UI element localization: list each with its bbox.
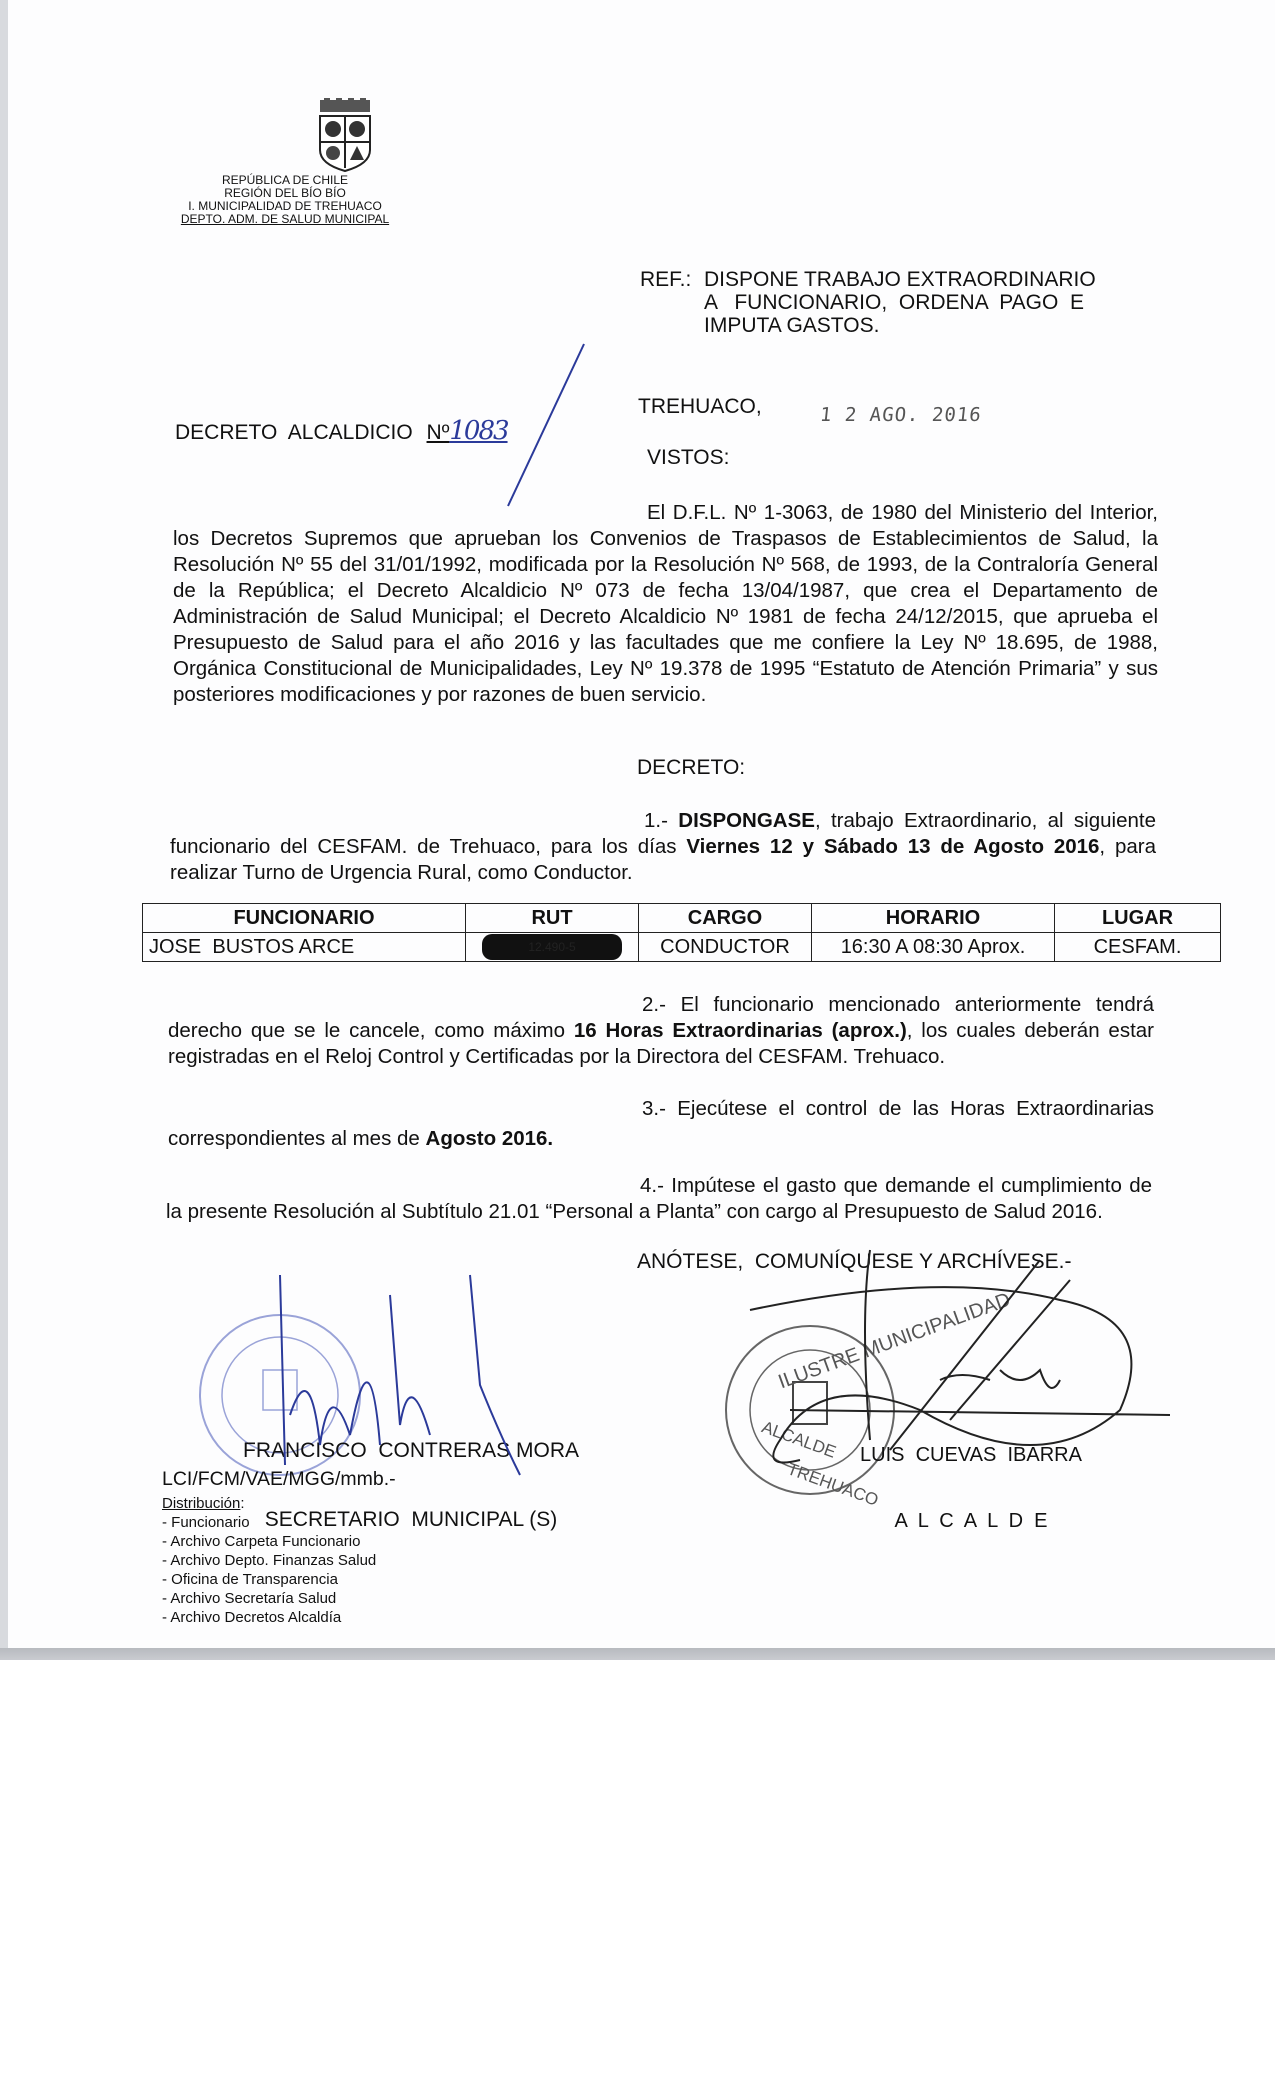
distribution-item: - Archivo Carpeta Funcionario [162, 1533, 361, 1550]
mayor-name: LUIS CUEVAS IBARRA [860, 1444, 1082, 1466]
distribution-item: - Archivo Secretaría Salud [162, 1590, 337, 1607]
cell-lugar: CESFAM. [1055, 933, 1221, 962]
letterhead [170, 174, 400, 226]
bold-text: Viernes 12 y Sábado 13 de Agosto 2016 [686, 835, 1100, 858]
bold-text: Agosto 2016. [425, 1127, 554, 1150]
cell-horario: 16:30 A 08:30 Aprox. [812, 933, 1055, 962]
item-number: 1.- [644, 809, 668, 832]
decree-title-text: DECRETO ALCALDICIO [175, 421, 413, 444]
date-stamp: 1 2 AGO. 2016 [818, 404, 983, 426]
cell-cargo: CONDUCTOR [639, 933, 812, 962]
ref-line: A FUNCIONARIO, ORDENA PAGO E [704, 291, 1085, 314]
cell-funcionario: JOSE BUSTOS ARCE [143, 933, 466, 962]
cell-rut [466, 933, 639, 962]
table-header-row [143, 904, 1221, 933]
item-text: , los cuales deberán estar registradas en el Reloj Control y Certificadas por la Directora del CESFAM. Trehuaco. [168, 1019, 1154, 1068]
mayor-signature-block [860, 1400, 1082, 1554]
seal-text-top: ILUSTRE MUNICIPALIDAD [775, 1288, 1014, 1394]
letterhead-line: DEPTO. ADM. DE SALUD MUNICIPAL [180, 212, 390, 226]
item-4 [166, 1173, 1152, 1225]
secretary-name: FRANCISCO CONTRERAS MORA [243, 1439, 580, 1462]
table-row [143, 933, 1221, 962]
closing-formula: ANÓTESE, COMUNÍQUESE Y ARCHÍVESE.- [637, 1250, 1072, 1273]
ref-line: IMPUTA GASTOS. [704, 314, 880, 337]
place: TREHUACO, [638, 395, 762, 418]
reference-block [640, 268, 1096, 337]
item-number: 3.- [642, 1097, 666, 1120]
ref-label: REF.: [640, 268, 692, 291]
item-text: El funcionario mencionado anteriormente tendrá derecho que se le cancele, como máximo [168, 993, 1154, 1042]
item-number: 2.- [642, 993, 666, 1016]
seal-text-middle: ALCALDE [759, 1417, 839, 1462]
ref-line: DISPONE TRABAJO EXTRAORDINARIO [704, 268, 1096, 291]
distribution-label: Distribución [162, 1495, 241, 1512]
letterhead-line: REGIÓN DEL BÍO BÍO [224, 186, 346, 200]
distribution-list: Distribución: - Funcionario - Archivo Carpeta Funcionario - Archivo Depto. Finanzas Salud - Oficina de Transparencia - Archivo Secretaría Salud - Archivo Decretos Alcaldía [162, 1495, 377, 1626]
decreto-label: DECRETO: [637, 756, 746, 779]
item-number: 4.- [640, 1174, 664, 1197]
seal-text-bottom: TREHUACO [784, 1459, 881, 1510]
letterhead-line: REPÚBLICA DE CHILE [221, 173, 349, 187]
staff-table [142, 903, 1221, 962]
item-text: Impútese el gasto que demande el cumplimiento de la presente Resolución al Subtítulo 21.01 “Personal a Planta” con cargo al Presupuesto de Salud 2016. [166, 1174, 1152, 1223]
item-3 [168, 1094, 1154, 1154]
item-text: , trabajo Extraordinario, al siguiente funcionario del CESFAM. de Trehuaco, para los días [170, 809, 1156, 858]
item-text: Ejecútese el control de las Horas Extraordinarias correspondientes al mes de [168, 1097, 1154, 1150]
column-header: RUT [466, 904, 639, 933]
redacted-rut: 12.490-5 [482, 934, 622, 960]
item-text: , para realizar Turno de Urgencia Rural, como Conductor. [170, 835, 1156, 884]
column-header: HORARIO [812, 904, 1055, 933]
decree-title [175, 416, 519, 446]
decree-number: 1083 [449, 416, 508, 446]
bold-text: DISPONGASE [678, 809, 815, 832]
decree-number-label: Nº [426, 421, 450, 444]
vistos-label: VISTOS: [647, 446, 730, 469]
column-header: CARGO [639, 904, 812, 933]
mayor-title: A L C A L D E [894, 1510, 1048, 1532]
item-1 [170, 808, 1156, 886]
vistos-paragraph [173, 500, 1158, 708]
column-header: LUGAR [1055, 904, 1221, 933]
item-2 [168, 992, 1154, 1070]
vistos-text: El D.F.L. Nº 1-3063, de 1980 del Ministerio del Interior, los Decretos Supremos que aprueban los Convenios de Traspasos de Establecimientos de Salud, la Resolución Nº 55 del 31/01/1992, modificada por la Resolución Nº 568, de 1993, de la Contraloría General de la República; el Decreto Alcaldicio Nº 073 de fecha 13/04/1987, que crea el Departamento de Administración de Salud Municipal; el Decreto Alcaldicio Nº 1981 de fecha 24/12/2015, que aprueba el Presupuesto de Salud para el año 2016 y las facultades que me confiere la Ley Nº 18.695, de 1988, Orgánica Constitucional de Municipalidades, Ley Nº 19.378 de 1995 “Estatuto de Atención Primaria” y sus posteriores modificaciones y por razones de buen servicio. [173, 501, 1158, 706]
initials: LCI/FCM/VAE/MGG/mmb.- [162, 1468, 396, 1490]
distribution-item: - Oficina de Transparencia [162, 1571, 338, 1588]
column-header: FUNCIONARIO [143, 904, 466, 933]
distribution-item: - Funcionario [162, 1514, 250, 1531]
bold-text: 16 Horas Extraordinarias (aprox.) [573, 1019, 907, 1042]
distribution-item: - Archivo Decretos Alcaldía [162, 1609, 342, 1626]
page-edge-shadow [0, 1648, 1275, 1660]
secretary-title: SECRETARIO MUNICIPAL (S) [264, 1508, 558, 1531]
distribution-item: - Archivo Depto. Finanzas Salud [162, 1552, 377, 1569]
letterhead-line: I. MUNICIPALIDAD DE TREHUACO [188, 199, 382, 213]
municipal-crest-logo [314, 98, 376, 172]
